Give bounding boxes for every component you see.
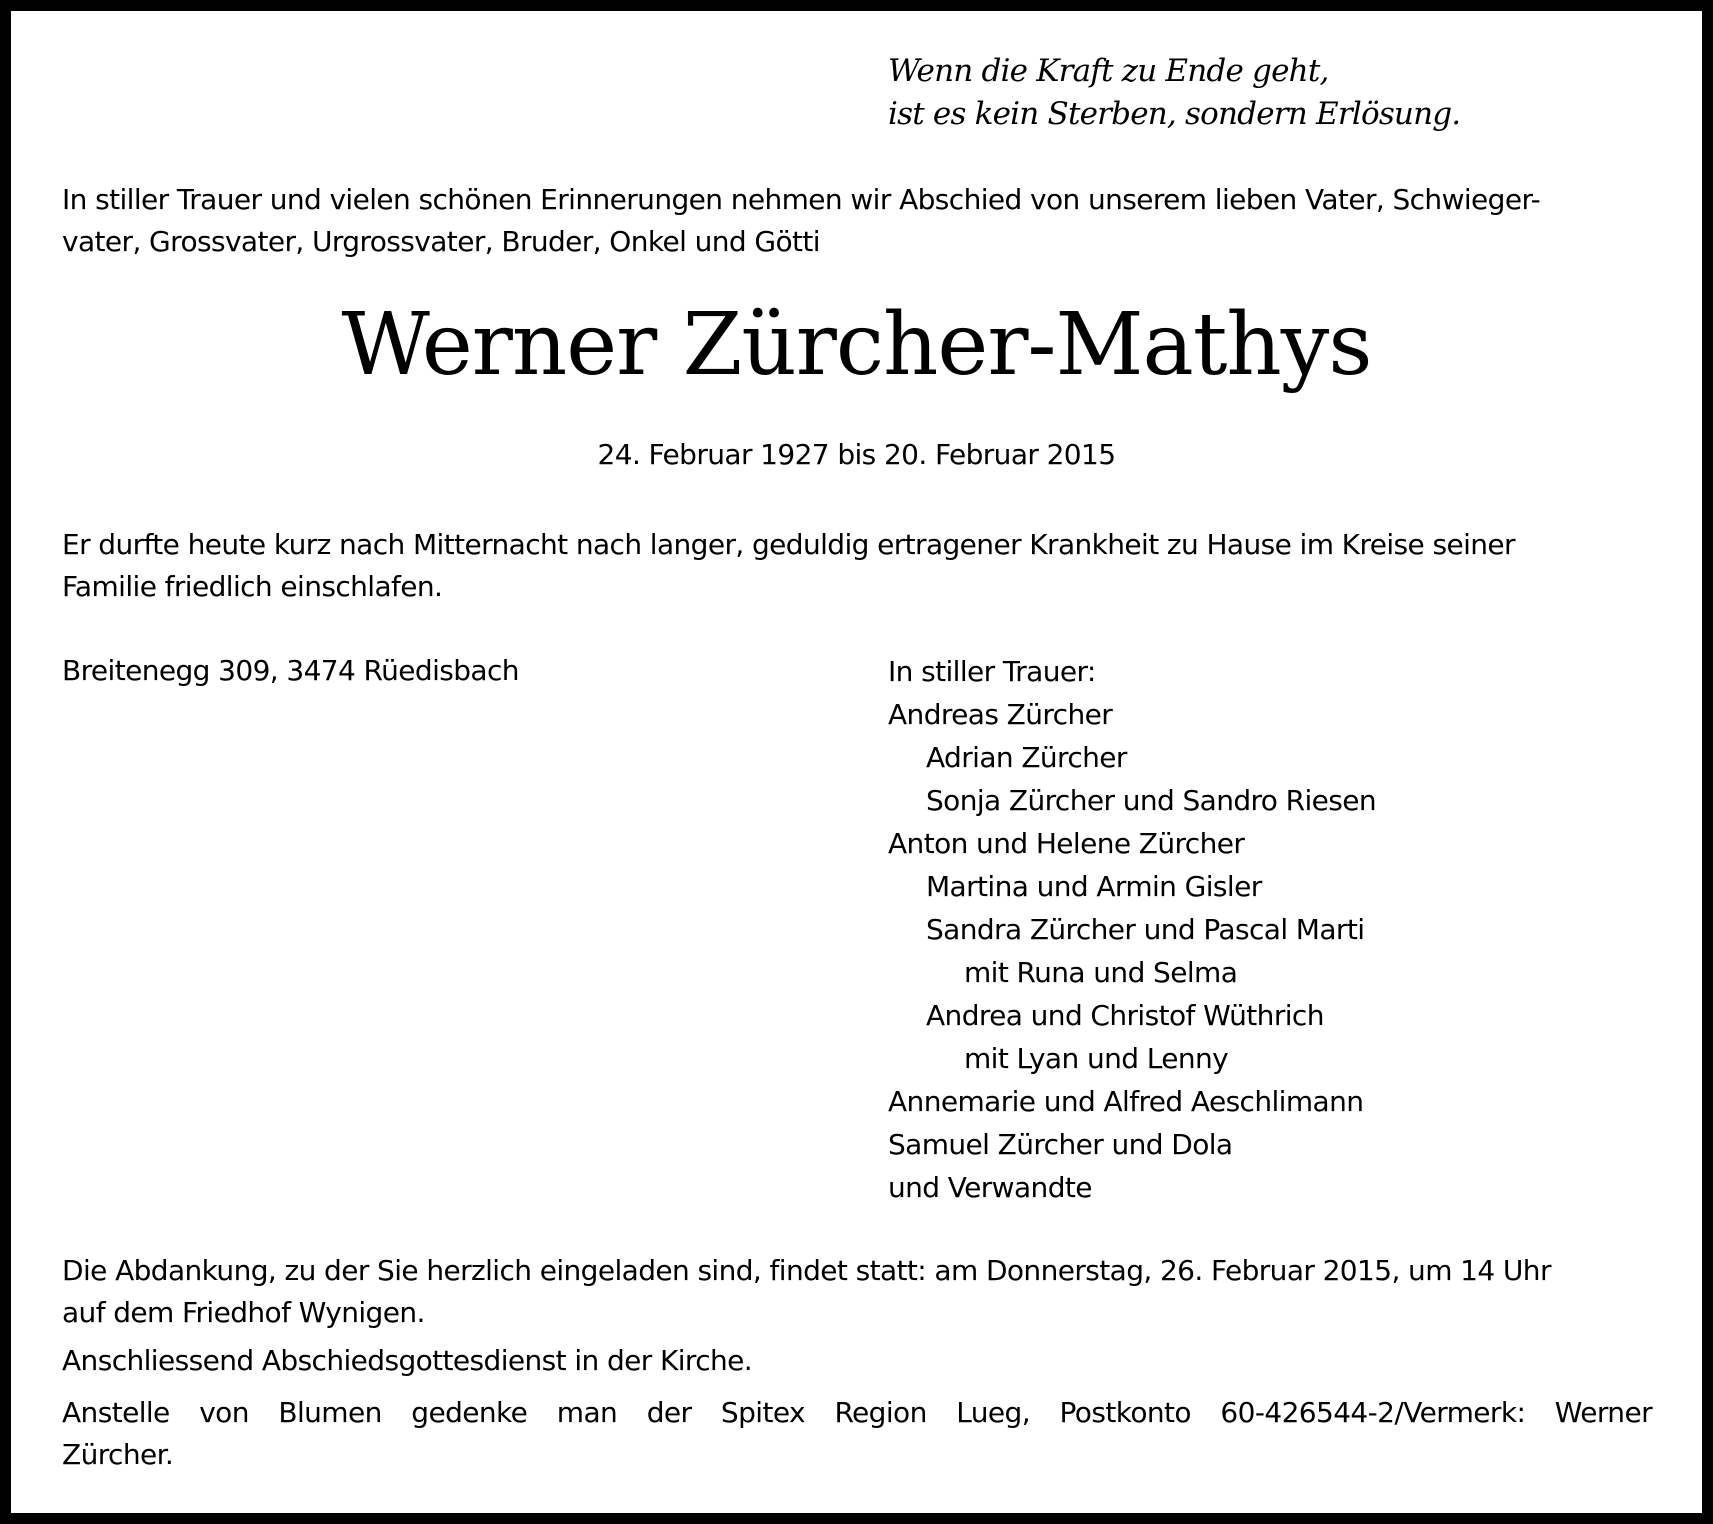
family-address: Breitenegg 309, 3474 Rüedisbach [62,654,519,687]
motto-line: Wenn die Kraft zu Ende geht, [888,53,1329,89]
service-line: auf dem Friedhof Wynigen. [62,1296,425,1329]
passing-line: Familie friedlich einschlafen. [62,570,443,603]
mourner-entry: und Verwandte [888,1171,1092,1204]
service-paragraph [62,1250,1551,1334]
mourner-entry: Andreas Zürcher [888,698,1113,731]
mourners-heading: In stiller Trauer: [888,655,1096,688]
motto-quote [888,50,1460,136]
intro-line: In stiller Trauer und vielen schönen Erinnerungen nehmen wir Abschied von unserem lieben Vater, Schwieger- [62,183,1541,216]
donation-line: Anstelle von Blumen gedenke man der Spitex Region Lueg, Postkonto 60-426544-2/Vermerk: Werner [62,1396,1652,1429]
mourner-entry: Samuel Zürcher und Dola [888,1128,1233,1161]
mourner-entry: mit Lyan und Lenny [964,1042,1229,1075]
service-line: Die Abdankung, zu der Sie herzlich eingeladen sind, findet statt: am Donnerstag, 26. Februar 2015, um 14 Uhr [62,1254,1551,1287]
deceased-name: Werner Zürcher-Mathys [341,295,1372,395]
mourner-entry: mit Runa und Selma [964,956,1238,989]
service-followup: Anschliessend Abschiedsgottesdienst in der Kirche. [62,1344,753,1377]
mourners-list [888,650,1376,1209]
mourner-entry: Sandra Zürcher und Pascal Marti [926,913,1365,946]
donation-line: Zürcher. [62,1438,174,1471]
passing-paragraph [62,524,1515,608]
intro-paragraph [62,179,1540,263]
mourner-entry: Martina und Armin Gisler [926,870,1262,903]
mourner-entry: Adrian Zürcher [926,741,1127,774]
mourner-entry: Sonja Zürcher und Sandro Riesen [926,784,1377,817]
passing-line: Er durfte heute kurz nach Mitternacht nach langer, geduldig ertragener Krankheit zu Hause im Kreise seiner [62,528,1515,561]
mourner-entry: Andrea und Christof Wüthrich [926,999,1324,1032]
donation-paragraph [62,1392,1652,1476]
motto-line: ist es kein Sterben, sondern Erlösung. [888,96,1461,132]
intro-line: vater, Grossvater, Urgrossvater, Bruder, Onkel und Götti [62,225,820,258]
mourner-entry: Anton und Helene Zürcher [888,827,1245,860]
mourner-entry: Annemarie und Alfred Aeschlimann [888,1085,1364,1118]
life-dates: 24. Februar 1927 bis 20. Februar 2015 [597,438,1116,471]
